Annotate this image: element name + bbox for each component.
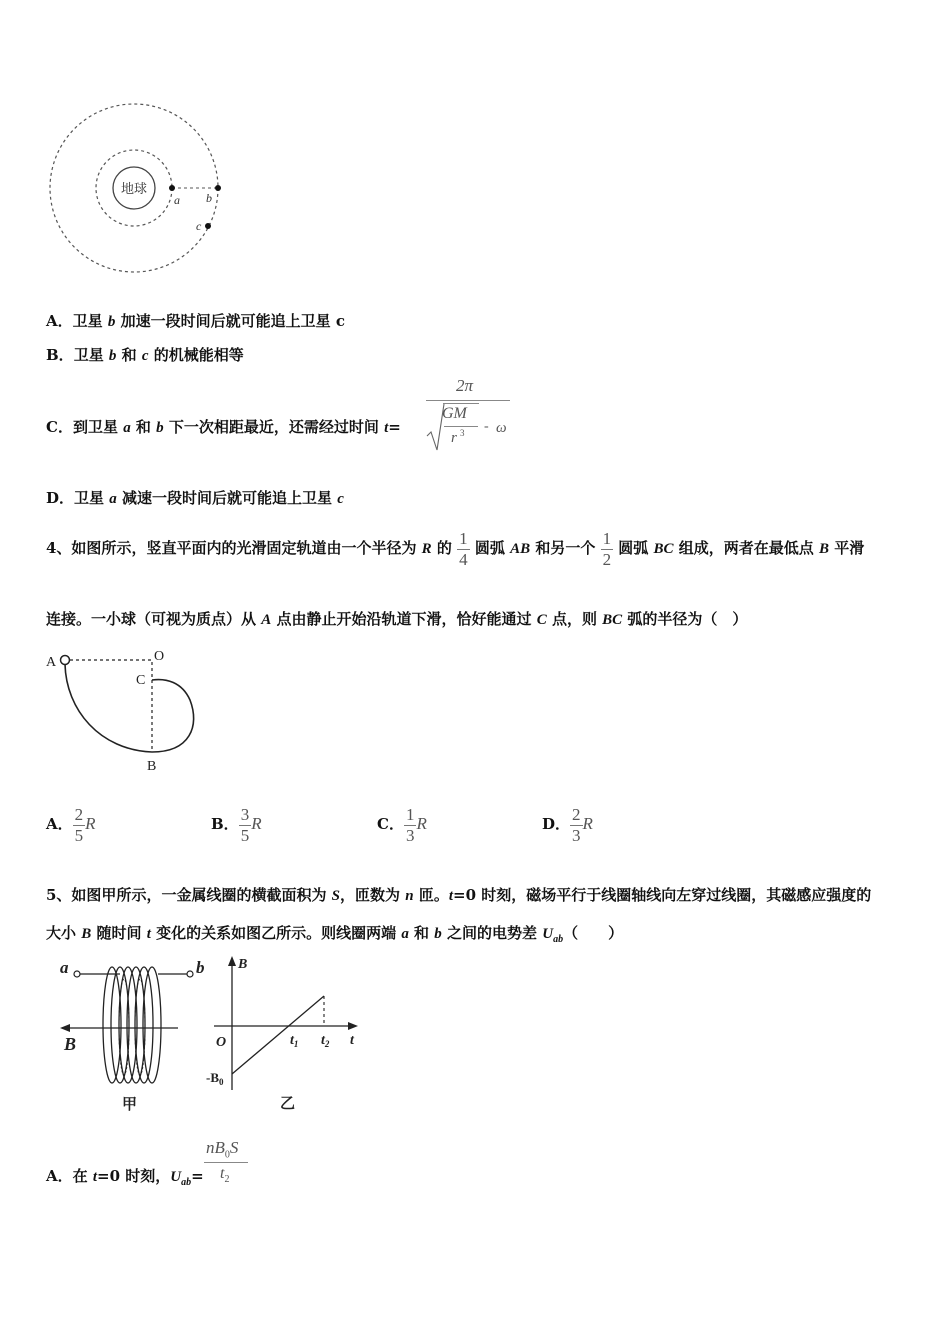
q4-l2b: 点由静止开始沿轨道下滑，恰好能通过 <box>271 610 537 628</box>
q4-label-c: C <box>136 673 146 688</box>
q3-option-d <box>46 488 344 509</box>
q4-label-a: A <box>46 655 57 670</box>
q5-field-arrow <box>60 1024 70 1032</box>
q4-f1-num: 1 <box>459 528 468 548</box>
q3-c-numerator: 2π <box>456 376 474 395</box>
q4-stem-line1 <box>46 522 864 575</box>
q5-opt-a-u-sub: ab <box>181 1177 192 1188</box>
q4-opt-c-frac <box>404 805 417 846</box>
q5-coil-turns <box>103 967 161 1083</box>
q5-graph-label-t2 <box>321 1033 330 1049</box>
q3-b-text1: 卫星 <box>73 346 109 364</box>
q4-opt-a-frac <box>73 805 86 846</box>
q3-c-root-pow: 3 <box>460 428 465 438</box>
q3-c-omega: ω <box>496 420 507 436</box>
q4-l2c: 点，则 <box>546 610 603 628</box>
q5-opt-a-bar <box>204 1162 248 1163</box>
q5-graph-figure <box>200 950 370 1120</box>
q3-b-text2: 和 <box>116 346 142 364</box>
label-a: a <box>174 193 180 207</box>
q5-coil-hidden <box>119 979 145 1075</box>
q4-opt-d-frac <box>570 805 583 846</box>
q3-option-b <box>46 345 244 366</box>
q4-track-figure <box>40 640 210 780</box>
q4-option-d <box>542 802 593 846</box>
q5-coil-label-a: a <box>60 958 69 977</box>
q3-c-var-t: t <box>384 420 389 436</box>
q5-var-s: S <box>331 888 341 904</box>
q4-opt-b-label: B． <box>211 815 239 833</box>
q4-opt-a-num: 2 <box>74 804 84 824</box>
q3-b-var2: c <box>141 348 149 364</box>
q5-y-arrow <box>228 956 236 966</box>
q5-graph-label-o: O <box>216 1035 227 1050</box>
q5-var-b: B <box>81 926 92 942</box>
q3-c-formula <box>426 376 516 456</box>
q4-label-o: O <box>154 649 165 664</box>
q3-a-text2: 加速一段时间后就可能追上卫星 <box>115 312 336 330</box>
q3-c-text3: 下一次相距最近，还需经过时间 <box>163 418 385 436</box>
q4-opt-d-label: D． <box>542 815 571 833</box>
q3-c-label: C． <box>46 418 73 436</box>
q5-opt-a-b-sub: 0 <box>224 1149 230 1161</box>
q5-option-a <box>46 1166 204 1193</box>
earth-label: 地球 <box>120 182 148 197</box>
q5-p1: 5、如图甲所示，一金属线圈的横截面积为 <box>46 886 332 904</box>
q4-option-b <box>211 802 262 846</box>
q4-ball <box>61 656 70 665</box>
satellite-b <box>215 185 221 191</box>
q5-opt-a-denominator <box>220 1165 229 1185</box>
q4-opt-c-r: R <box>416 814 427 833</box>
q4-fraction-quarter <box>457 529 470 570</box>
q5-stem-line2 <box>46 923 623 950</box>
q4-opt-b-den: 5 <box>240 825 250 845</box>
q3-c-var1: a <box>123 420 131 436</box>
q5-coil-label-b: b <box>196 958 205 977</box>
q4-opt-c-den: 3 <box>405 825 415 845</box>
q4-f1-den: 4 <box>459 549 468 569</box>
q5-l2a: 大小 <box>46 924 82 942</box>
q5-negb-sub: 0 <box>219 1077 224 1087</box>
q5-var-b-term: b <box>434 926 442 942</box>
q3-c-minus: - <box>484 419 489 434</box>
q3-c-root-bar <box>444 426 478 427</box>
q5-l2f: （ ） <box>563 924 624 942</box>
q4-p6: 组成，两者在最低点 <box>673 539 819 557</box>
q5-opt-a-u: U <box>170 1169 182 1185</box>
q4-opt-d-den: 3 <box>572 825 581 845</box>
satellite-a <box>169 185 175 191</box>
q5-opt-a-label: A． <box>46 1167 73 1185</box>
q3-c-eq: = <box>388 418 401 436</box>
q5-caption-yi: 乙 <box>280 1094 296 1112</box>
q4-fraction-half <box>601 529 614 570</box>
q3-option-c <box>46 417 401 438</box>
q5-opt-a-t2: =0 时刻， <box>97 1167 171 1185</box>
q3-d-var1: a <box>109 491 117 507</box>
q5-var-t: t <box>146 926 151 942</box>
q4-var-bc2: BC <box>602 612 623 628</box>
q5-opt-a-t1: 在 <box>72 1167 93 1185</box>
q3-c-text2: 和 <box>130 418 157 436</box>
q5-var-u: U <box>542 926 554 942</box>
q4-l2d: 弧的半径为（ ） <box>622 610 748 628</box>
q5-opt-a-den-t: t <box>220 1165 225 1182</box>
q5-p4: =0 时刻，磁场平行于线圈轴线向左穿过线圈，其磁感应强度的 <box>453 886 872 904</box>
q5-l2e: 之间的电势差 <box>441 924 543 942</box>
q4-opt-b-r: R <box>251 814 262 833</box>
q3-d-text1: 卫星 <box>74 489 110 507</box>
q4-label-b: B <box>147 759 157 774</box>
q5-negb: -B <box>206 1070 219 1085</box>
satellite-c <box>205 223 211 229</box>
label-c: c <box>196 219 202 233</box>
q5-terminal-a <box>74 971 80 977</box>
q4-p1: 4、如图所示，竖直平面内的光滑固定轨道由一个半径为 <box>46 539 422 557</box>
q4-var-b: B <box>818 541 829 557</box>
q4-opt-b-num: 3 <box>240 804 250 824</box>
orbit-figure <box>40 100 240 280</box>
q5-opt-a-den-sub: 2 <box>224 1174 230 1186</box>
q4-opt-a-r: R <box>85 814 96 833</box>
q3-b-label: B． <box>46 346 74 364</box>
q4-var-a: A <box>261 612 272 628</box>
q5-graph-label-negb <box>206 1070 224 1087</box>
q4-var-r: R <box>421 541 432 557</box>
q5-coil-label-field: B <box>64 1034 77 1054</box>
q4-option-a <box>46 802 96 846</box>
q5-opt-a-s: S <box>229 1138 239 1157</box>
q5-p3: 匝。 <box>413 886 449 904</box>
q4-opt-d-r: R <box>582 814 593 833</box>
q5-x-arrow <box>348 1022 358 1030</box>
q5-opt-a-tv: t <box>92 1169 98 1185</box>
q5-opt-a-fraction <box>204 1138 250 1196</box>
q5-b-line <box>232 996 324 1074</box>
q5-l2b: 随时间 <box>91 924 147 942</box>
q5-opt-a-numerator <box>206 1138 238 1160</box>
q5-l2c: 变化的关系如图乙所示。则线圈两端 <box>150 924 402 942</box>
q5-opt-a-b: B <box>214 1138 225 1157</box>
q4-p4: 和另一个 <box>530 539 601 557</box>
q5-t2-sub: 2 <box>324 1039 330 1049</box>
q4-arc-bc <box>152 680 194 752</box>
q3-c-var2: b <box>156 420 164 436</box>
q5-caption-jia: 甲 <box>122 1095 138 1113</box>
q3-c-root-num: GM <box>442 405 467 422</box>
label-b: b <box>206 191 212 205</box>
q4-opt-c-label: C． <box>377 815 404 833</box>
q4-p3: 圆弧 <box>469 539 511 557</box>
q3-c-text1: 到卫星 <box>72 418 124 436</box>
q4-f2-num: 1 <box>602 528 612 548</box>
q3-c-fraction-bar <box>426 400 510 401</box>
q4-opt-a-label: A． <box>46 815 73 833</box>
q4-p2: 的 <box>431 539 458 557</box>
q5-l2d: 和 <box>408 924 435 942</box>
q5-p2: ，匝数为 <box>340 886 406 904</box>
q5-stem-line1 <box>46 885 871 906</box>
q3-a-var1: b <box>107 314 116 330</box>
q3-option-a <box>46 311 345 332</box>
q5-opt-a-eq: = <box>191 1167 204 1185</box>
q4-opt-a-den: 5 <box>74 825 84 845</box>
q4-var-c: C <box>536 612 547 628</box>
q4-p7: 平滑 <box>829 539 865 557</box>
q4-stem-line2 <box>46 609 747 630</box>
q3-a-text1: 卫星 <box>72 312 108 330</box>
q5-coil-figure <box>50 955 220 1115</box>
q5-terminal-b <box>187 971 193 977</box>
q3-c-sqrt-top <box>443 403 479 404</box>
q3-a-label: A． <box>46 312 73 330</box>
q4-opt-c-num: 1 <box>405 804 415 824</box>
q3-d-text2: 减速一段时间后就可能追上卫星 <box>116 489 338 507</box>
q4-opt-b-frac <box>239 805 252 846</box>
q3-b-var1: b <box>108 348 117 364</box>
q4-l2a: 连接。一小球（可视为质点）从 <box>46 610 262 628</box>
q5-opt-a-n: n <box>206 1138 215 1157</box>
q3-d-var2: c <box>337 491 344 507</box>
q5-var-u-sub: ab <box>553 934 564 945</box>
q5-var-t0: t <box>448 888 453 904</box>
q3-c-root-den: r <box>451 430 457 446</box>
q4-var-ab: AB <box>510 541 531 557</box>
q3-d-label: D． <box>46 489 75 507</box>
q5-graph-label-t1 <box>290 1033 298 1049</box>
q5-var-n: n <box>405 888 414 904</box>
q3-b-text3: 的机械能相等 <box>148 346 244 364</box>
q5-graph-label-t: t <box>350 1033 354 1048</box>
q5-t2: t <box>321 1033 325 1048</box>
q4-p5: 圆弧 <box>613 539 654 557</box>
q4-opt-d-num: 2 <box>572 804 581 824</box>
q4-option-c <box>377 802 427 846</box>
q5-var-a-term: a <box>401 926 409 942</box>
q5-t1-sub: 1 <box>293 1039 299 1049</box>
q3-a-var2: c <box>335 312 345 330</box>
q5-t1: t <box>290 1033 294 1048</box>
q4-var-bc: BC <box>653 541 674 557</box>
q5-graph-label-b: B <box>238 957 248 972</box>
q4-f2-den: 2 <box>602 549 612 569</box>
